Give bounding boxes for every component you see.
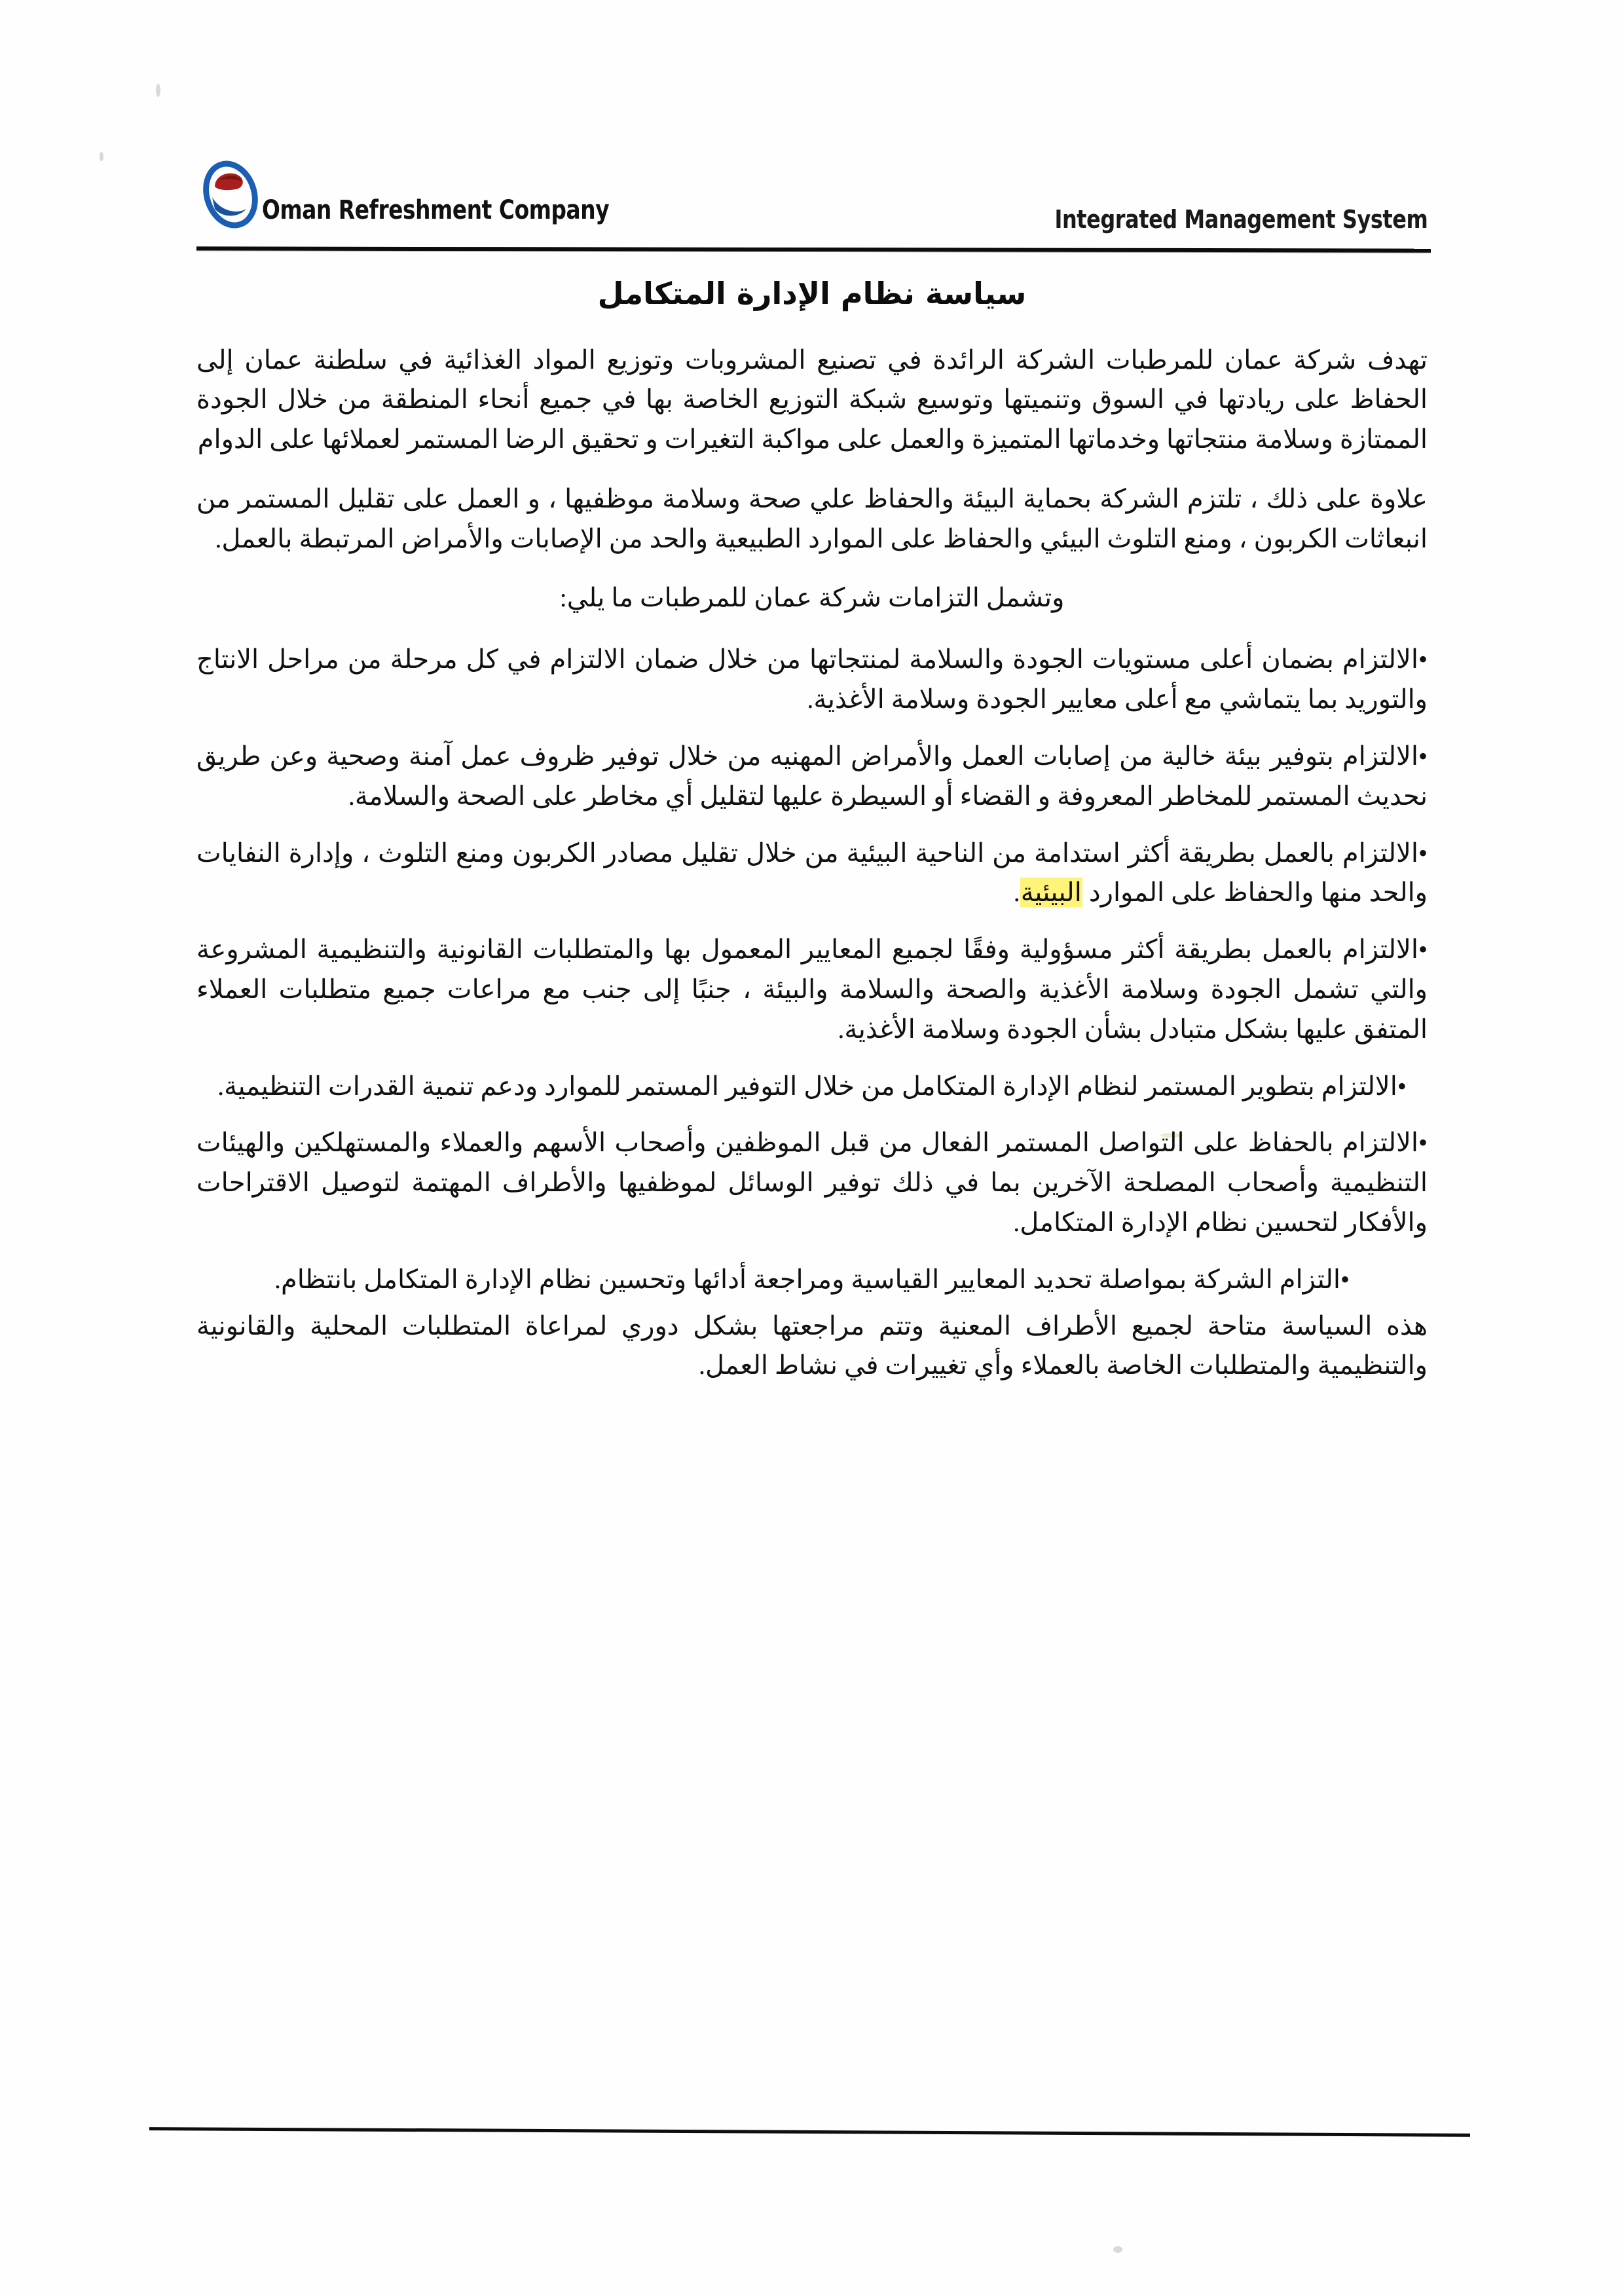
commitments-list: [196, 640, 1428, 1299]
commitment-text: الالتزام بالحفاظ على التواصل المستمر الفعال من قبل الموظفين وأصحاب الأسهم والعملاء والمستهلكين والهيئات التنظيمية وأصحاب المصلحة الآخرين بما في ذلك توفير الوسائل لموظفيها والأطراف المهتمة لتوصيل الاقتراحات والأفكار لتحسين نظام الإدارة المتكامل.: [196, 1128, 1428, 1238]
bullet-marker: •: [1397, 1071, 1407, 1101]
intro-paragraph-1: تهدف شركة عمان للمرطبات الشركة الرائدة في تصنيع المشروبات وتوزيع المواد الغذائية في سلطنة عمان إلى الحفاظ على ريادتها في السوق وتنميتها وتوسيع شبكة التوزيع الخاصة بها في جميع أنحاء المنطقة من خلال الجودة الممتازة وسلامة منتجاتها وخدماتها المتميزة والعمل على مواكبة التغيرات و تحقيق الرضا المستمر لعملائها على الدوام: [196, 344, 1428, 454]
document-body: [196, 275, 1428, 1390]
list-item: [196, 737, 1428, 817]
list-item: [196, 640, 1428, 720]
commitment-text: التزام الشركة بمواصلة تحديد المعايير القياسية ومراجعة أدائها وتحسين نظام الإدارة المتكامل بانتظام.: [274, 1264, 1341, 1294]
brand-block: [196, 160, 686, 229]
list-item: [196, 930, 1428, 1049]
page-header: [196, 160, 1428, 239]
list-item: [196, 1123, 1428, 1242]
list-item: [196, 1067, 1428, 1107]
bullet-marker: •: [1418, 644, 1428, 675]
commitment-text: الالتزام بتوفير بيئة خالية من إصابات العمل والأمراض المهنيه من خلال توفير ظروف عمل آمنة وصحية وعن طريق نحديث المستمر للمخاطر المعروفة و القضاء أو السيطرة عليها لتقليل أي مخاطر على الصحة والسلامة.: [196, 741, 1428, 811]
closing-paragraph: هذه السياسة متاحة لجميع الأطراف المعنية وتتم مراجعتها بشكل دوري لمراعاة المتطلبات المحلية والقانونية والتنظيمية والمتطلبات الخاصة بالعملاء وأي تغييرات في نشاط العمل.: [196, 1310, 1428, 1380]
scan-artifact: [1113, 2246, 1122, 2253]
bullet-marker: •: [1418, 1128, 1428, 1158]
intro-paragraph-2: علاوة على ذلك ، تلتزم الشركة بحماية البيئة والحفاظ علي صحة وسلامة موظفيها ، و العمل على تقليل المستمر من انبعاثات الكربون ، ومنع التلوث البيئي والحفاظ على الموارد الطبيعية والحد من الإصابات والأمراض المرتبطة بالعمل.: [196, 483, 1428, 553]
oman-refreshment-swirl-logo-icon: [199, 160, 262, 229]
commitment-text: الالتزام بالعمل بطريقة أكثر استدامة من الناحية البيئية من خلال تقليل مصادر الكربون ومنع التلوث ، وإدارة النفايات والحد منها والحفاظ على الموارد: [196, 838, 1428, 908]
bullet-marker: •: [1418, 935, 1428, 965]
scan-artifact: [100, 152, 103, 161]
bullet-marker: •: [1418, 838, 1428, 868]
bullet-marker: •: [1418, 741, 1428, 771]
page-title: سياسة نظام الإدارة المتكامل: [597, 276, 1027, 311]
bullet-marker: •: [1340, 1264, 1350, 1294]
scan-artifact: [156, 84, 160, 97]
system-name: Integrated Management System: [1054, 205, 1428, 234]
highlighted-term: البيئية: [1020, 878, 1082, 908]
commitment-text-tail: .: [1013, 878, 1020, 908]
commitment-text: الالتزام بتطوير المستمر لنظام الإدارة المتكامل من خلال التوفير المستمر للموارد ودعم تنمية القدرات التنظيمية.: [217, 1071, 1397, 1101]
commitment-text: الالتزام بضمان أعلى مستويات الجودة والسلامة لمنتجاتها من خلال ضمان الالتزام في كل مرحلة من مراحل الانتاج والتوريد بما يتماشي مع أعلى معايير الجودة وسلامة الأغذية.: [196, 644, 1428, 714]
list-item: [196, 834, 1428, 914]
commitment-text: الالتزام بالعمل بطريقة أكثر مسؤولية وفقًا لجميع المعايير المعمول بها والمتطلبات القانونية والتنظيمية المشروعة والتي تشمل الجودة وسلامة الأغذية والصحة والسلامة والبيئة ، جنبًا إلى جنب مع مراعات جميع متطلبات العملاء المتفق عليها بشكل متبادل بشأن الجودة وسلامة الأغذية.: [196, 935, 1428, 1044]
company-name: Oman Refreshment Company: [262, 195, 610, 225]
list-item: [196, 1260, 1428, 1300]
commitments-lead-in: وتشمل التزامات شركة عمان للمرطبات ما يلي:: [559, 583, 1065, 613]
